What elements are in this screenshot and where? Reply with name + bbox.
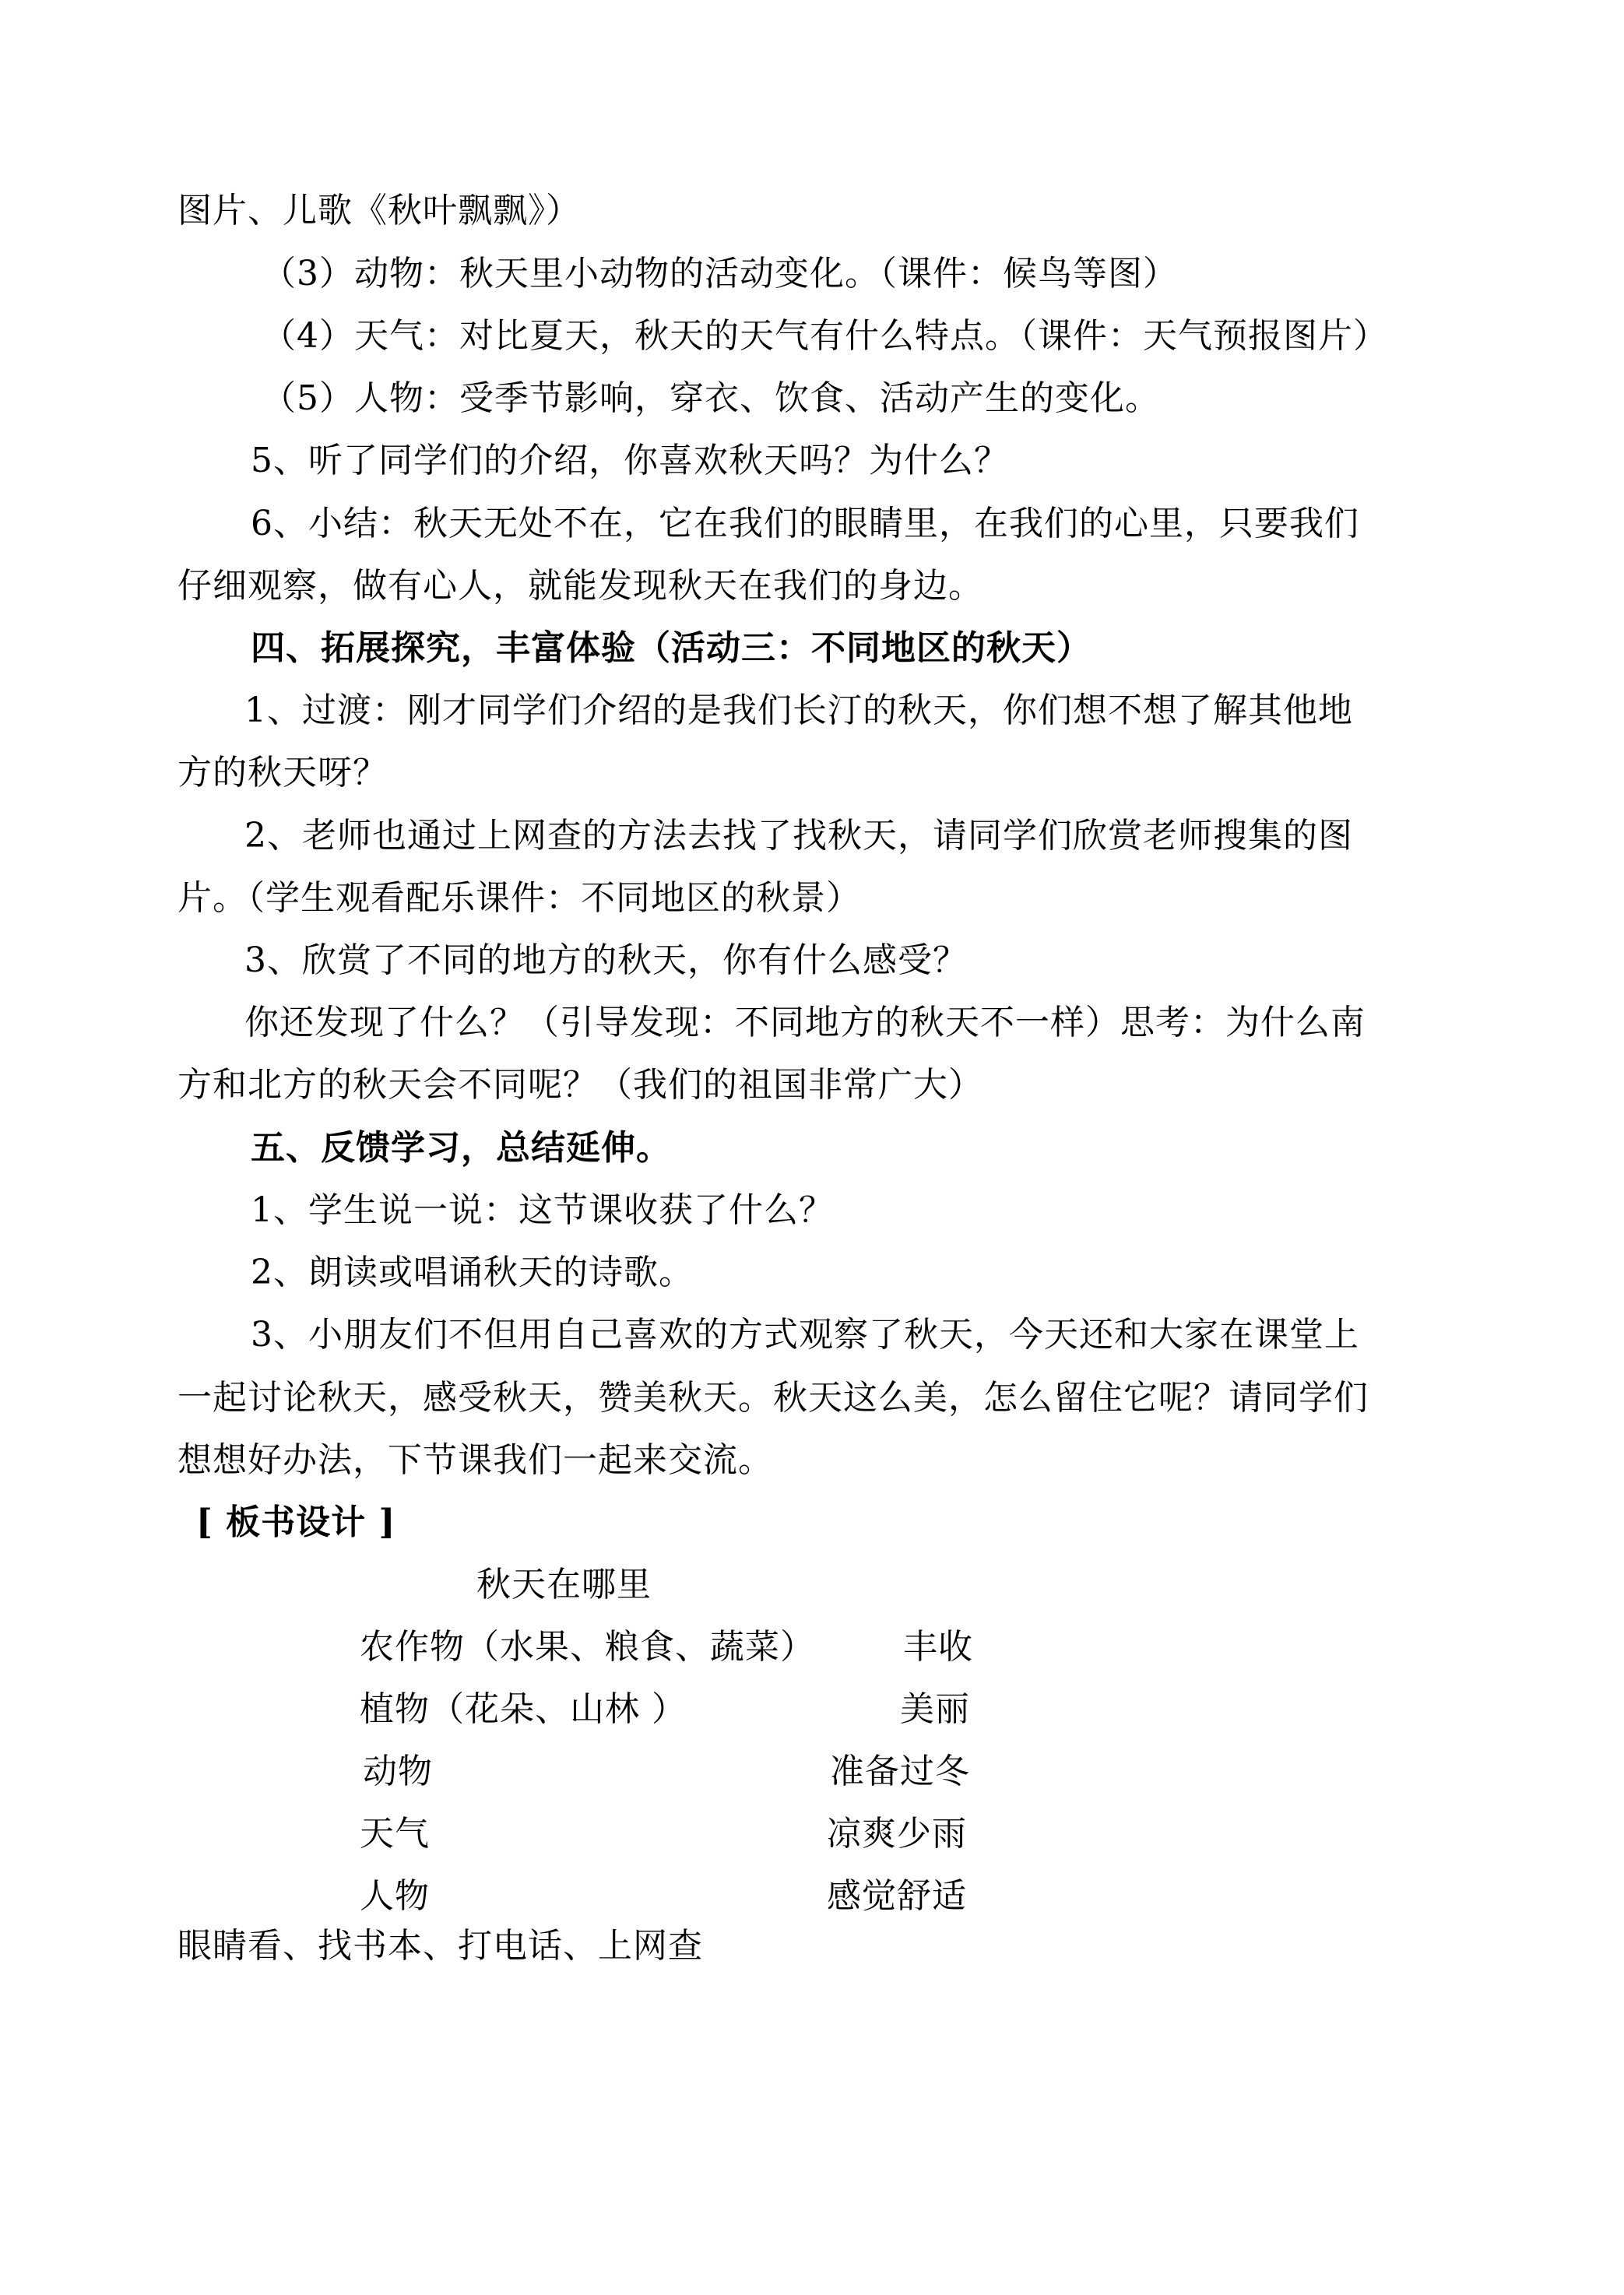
board-row-right: 感觉舒适 [827, 1876, 967, 1916]
text-line: 1、学生说一说：这节课收获了什么？ [251, 1190, 834, 1230]
text-line: 仔细观察，做有心人，就能发现秋天在我们的身边。 [178, 566, 983, 606]
text-line: 想想好办法，下节课我们一起来交流。 [178, 1440, 773, 1480]
text-line: 片。（学生观看配乐课件：不同地区的秋景） [178, 878, 861, 918]
text-line: 2、老师也通过上网查的方法去找了找秋天，请同学们欣赏老师搜集的图 [244, 816, 1353, 856]
text-line: 你还发现了什么？（引导发现：不同地方的秋天不一样）思考：为什么南 [244, 1003, 1366, 1042]
text-line: 一起讨论秋天，感受秋天，赞美秋天。秋天这么美，怎么留住它呢？请同学们 [178, 1378, 1369, 1418]
board-row-left: 人物 [360, 1876, 430, 1916]
board-row-left: 天气 [360, 1814, 430, 1854]
board-row-right: 凉爽少雨 [827, 1814, 967, 1854]
text-line: 方的秋天呀？ [178, 753, 388, 793]
board-row-right: 准备过冬 [830, 1752, 970, 1791]
board-row-left: 农作物（水果、粮食、蔬菜） [360, 1627, 815, 1667]
text-line: 3、欣赏了不同的地方的秋天，你有什么感受？ [244, 940, 968, 980]
text-line: 3、小朋友们不但用自己喜欢的方式观察了秋天，今天还和大家在课堂上 [251, 1315, 1359, 1355]
text-line: （3）动物：秋天里小动物的活动变化。（课件：候鸟等图） [262, 254, 1178, 293]
board-row-right: 美丽 [900, 1689, 970, 1729]
section-heading: 五、反馈学习，总结延伸。 [251, 1128, 671, 1168]
board-row-left: 植物（花朵、山林 ） [360, 1689, 687, 1729]
board-title: 秋天在哪里 [476, 1565, 652, 1604]
text-line: （5）人物：受季节影响，穿衣、饮食、活动产生的变化。 [262, 378, 1160, 418]
board-design-heading: [ 板书设计 ] [196, 1502, 396, 1542]
text-line: 方和北方的秋天会不同呢？（我们的祖国非常广大） [178, 1065, 983, 1105]
text-line: 5、听了同学们的介绍，你喜欢秋天吗？为什么？ [251, 441, 1009, 480]
text-line: 图片、儿歌《秋叶飘飘》） [178, 191, 581, 230]
text-line: 6、小结：秋天无处不在，它在我们的眼睛里，在我们的心里，只要我们 [251, 504, 1359, 543]
board-methods: 眼睛看、找书本、打电话、上网查 [178, 1926, 703, 1966]
board-row-left: 动物 [363, 1752, 433, 1791]
text-line: （4）天气：对比夏天，秋天的天气有什么特点。（课件：天气预报图片） [262, 316, 1388, 356]
section-heading: 四、拓展探究，丰富体验（活动三：不同地区的秋天） [251, 628, 1091, 668]
board-row-right: 丰收 [903, 1627, 973, 1667]
text-line: 2、朗读或唱诵秋天的诗歌。 [251, 1253, 694, 1292]
text-line: 1、过渡：刚才同学们介绍的是我们长汀的秋天，你们想不想了解其他地 [244, 691, 1353, 730]
